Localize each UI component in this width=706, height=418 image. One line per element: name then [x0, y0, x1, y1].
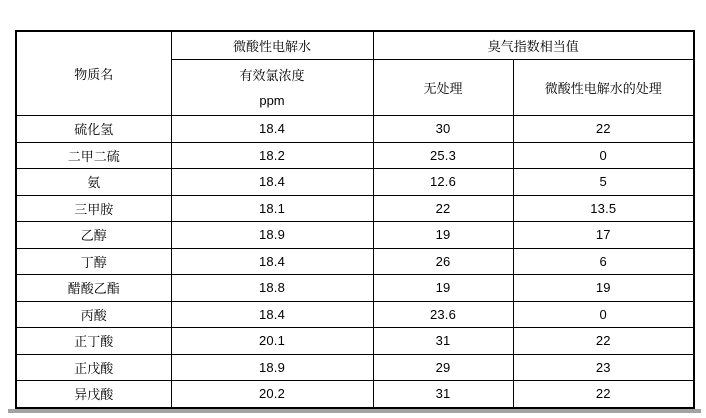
- cell-odor-treated: 22: [513, 116, 694, 143]
- odor-index-table: [15, 30, 695, 409]
- data-table-container: [15, 30, 695, 409]
- cell-odor-untreated: 29: [373, 354, 513, 381]
- cell-substance-name: 正丁酸: [16, 328, 171, 355]
- cell-odor-treated: 17: [513, 222, 694, 249]
- cell-chlorine-ppm: 18.9: [171, 222, 373, 249]
- bottom-shadow-bar: [8, 409, 701, 413]
- header-chlorine-concentration: [171, 60, 373, 116]
- chlorine-unit-label: ppm: [259, 92, 285, 108]
- header-odor-index-group: 臭气指数相当值: [373, 31, 694, 60]
- cell-odor-treated: 5: [513, 169, 694, 196]
- table-row: [16, 354, 694, 381]
- table-row: [16, 142, 694, 169]
- cell-substance-name: 二甲二硫: [16, 142, 171, 169]
- table-row: [16, 195, 694, 222]
- cell-chlorine-ppm: 18.4: [171, 116, 373, 143]
- cell-odor-untreated: 23.6: [373, 301, 513, 328]
- table-row: [16, 301, 694, 328]
- cell-chlorine-ppm: 18.2: [171, 142, 373, 169]
- cell-substance-name: 醋酸乙酯: [16, 275, 171, 302]
- cell-chlorine-ppm: 18.1: [171, 195, 373, 222]
- table-row: [16, 116, 694, 143]
- cell-chlorine-ppm: 18.4: [171, 301, 373, 328]
- cell-odor-treated: 13.5: [513, 195, 694, 222]
- cell-substance-name: 丁醇: [16, 248, 171, 275]
- cell-odor-treated: 22: [513, 328, 694, 355]
- cell-odor-treated: 19: [513, 275, 694, 302]
- cell-substance-name: 三甲胺: [16, 195, 171, 222]
- table-row: [16, 222, 694, 249]
- cell-odor-untreated: 19: [373, 275, 513, 302]
- cell-substance-name: 硫化氢: [16, 116, 171, 143]
- cell-odor-treated: 22: [513, 381, 694, 408]
- cell-chlorine-ppm: 20.1: [171, 328, 373, 355]
- table-row: [16, 275, 694, 302]
- cell-substance-name: 丙酸: [16, 301, 171, 328]
- cell-odor-untreated: 19: [373, 222, 513, 249]
- cell-odor-untreated: 25.3: [373, 142, 513, 169]
- cell-substance-name: 氨: [16, 169, 171, 196]
- header-no-treatment: 无处理: [373, 60, 513, 116]
- table-body: [16, 116, 694, 408]
- cell-odor-untreated: 31: [373, 328, 513, 355]
- chlorine-concentration-label: 有效氯浓度: [239, 67, 305, 83]
- cell-chlorine-ppm: 20.2: [171, 381, 373, 408]
- cell-odor-treated: 0: [513, 301, 694, 328]
- table-row: [16, 169, 694, 196]
- cell-substance-name: 乙醇: [16, 222, 171, 249]
- cell-odor-treated: 0: [513, 142, 694, 169]
- cell-odor-untreated: 31: [373, 381, 513, 408]
- table-row: [16, 248, 694, 275]
- cell-chlorine-ppm: 18.9: [171, 354, 373, 381]
- cell-odor-untreated: 30: [373, 116, 513, 143]
- header-electrolyzed-water-group: 微酸性电解水: [171, 31, 373, 60]
- cell-odor-untreated: 26: [373, 248, 513, 275]
- header-electrolyzed-treatment: 微酸性电解水的处理: [513, 60, 694, 116]
- cell-substance-name: 异戊酸: [16, 381, 171, 408]
- table-row: [16, 328, 694, 355]
- header-row-groups: [16, 31, 694, 60]
- table-row: [16, 381, 694, 408]
- cell-chlorine-ppm: 18.4: [171, 248, 373, 275]
- cell-substance-name: 正戊酸: [16, 354, 171, 381]
- cell-odor-untreated: 12.6: [373, 169, 513, 196]
- cell-odor-untreated: 22: [373, 195, 513, 222]
- cell-odor-treated: 23: [513, 354, 694, 381]
- header-substance-name: 物质名: [16, 31, 171, 116]
- cell-chlorine-ppm: 18.4: [171, 169, 373, 196]
- cell-odor-treated: 6: [513, 248, 694, 275]
- cell-chlorine-ppm: 18.8: [171, 275, 373, 302]
